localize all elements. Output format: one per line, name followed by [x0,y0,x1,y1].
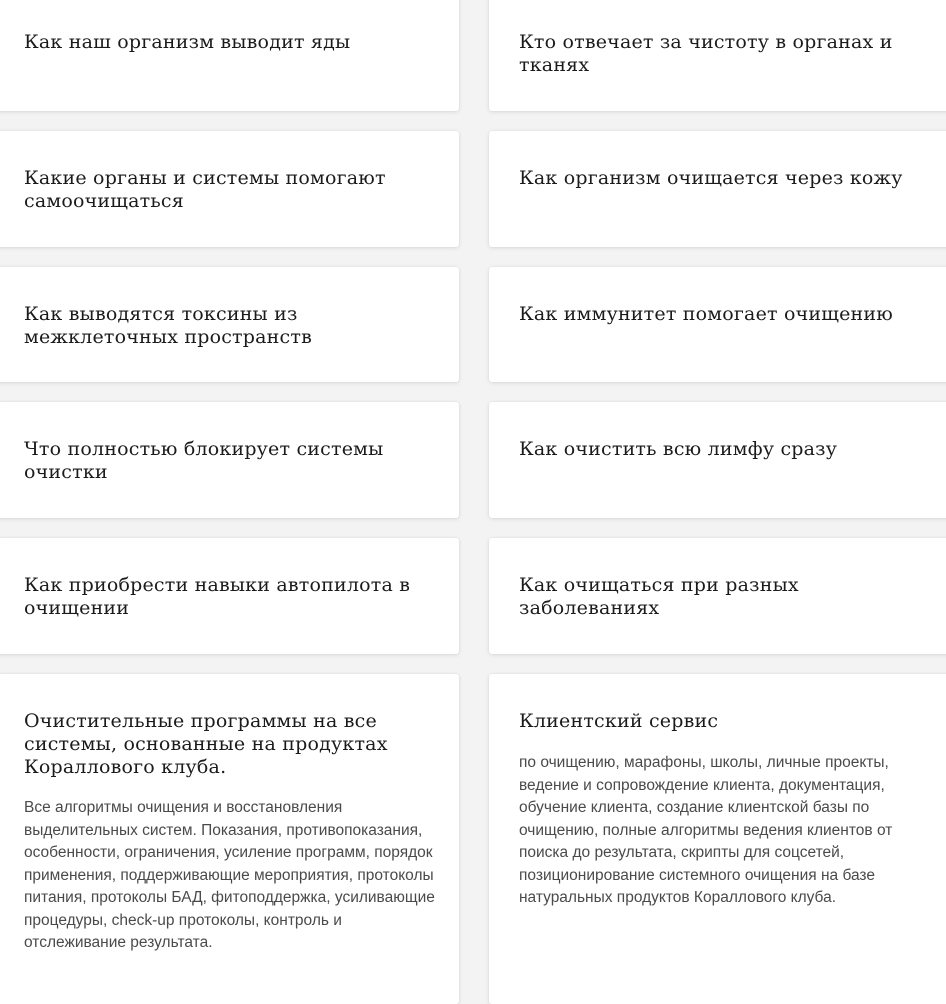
client-service-title: Клиентский сервис [519,710,719,732]
topic-title: Как иммунитет помогает очищению [519,303,894,325]
program-card[interactable] [0,674,459,1004]
topic-card[interactable] [0,402,459,518]
topic-title: Кто отвечает за чистоту в органах и тканях [519,31,893,76]
topic-card[interactable] [0,267,459,382]
topic-card[interactable] [0,538,459,654]
topic-card[interactable] [0,131,459,247]
topic-card[interactable] [489,131,946,247]
topic-title: Как очистить всю лимфу сразу [519,438,838,460]
topic-title: Что полностью блокирует системы очистки [24,438,384,483]
topic-card[interactable] [0,0,459,111]
topic-card[interactable] [489,402,946,518]
topic-title: Как выводятся токсины из межклеточных пространств [24,303,312,348]
topic-title: Как организм очищается через кожу [519,167,903,189]
topic-title: Как наш организм выводит яды [24,31,351,53]
program-description: Все алгоритмы очищения и восстановления выделительных систем. Показания, противопоказания, особенности, ограничения, усиление программ, порядок применения, поддерживающие мероприятия, протоколы питания, протоколы БАД, фитоподдержка, усиливающие процедуры, check-up протоколы, контроль и отслеживание результата. [24,799,435,951]
topic-title: Какие органы и системы помогают самоочищаться [24,167,386,212]
topic-title: Как очищаться при разных заболеваниях [519,574,799,619]
program-title: Очистительные программы на все системы, основанные на продуктах Кораллового клуба. [24,710,388,778]
client-service-card[interactable] [489,674,946,1004]
topic-title: Как приобрести навыки автопилота в очищении [24,574,411,619]
topic-card[interactable] [489,538,946,654]
topic-card[interactable] [489,0,946,111]
topic-card[interactable] [489,267,946,382]
client-service-description: по очищению, марафоны, школы, личные проекты, ведение и сопровождение клиента, документация, обучение клиента, создание клиентской базы по очищению, полные алгоритмы ведения клиентов от поиска до результата, скрипты для соцсетей, позиционирование системного очищения на базе натуральных продуктов Кораллового клуба. [519,754,893,906]
